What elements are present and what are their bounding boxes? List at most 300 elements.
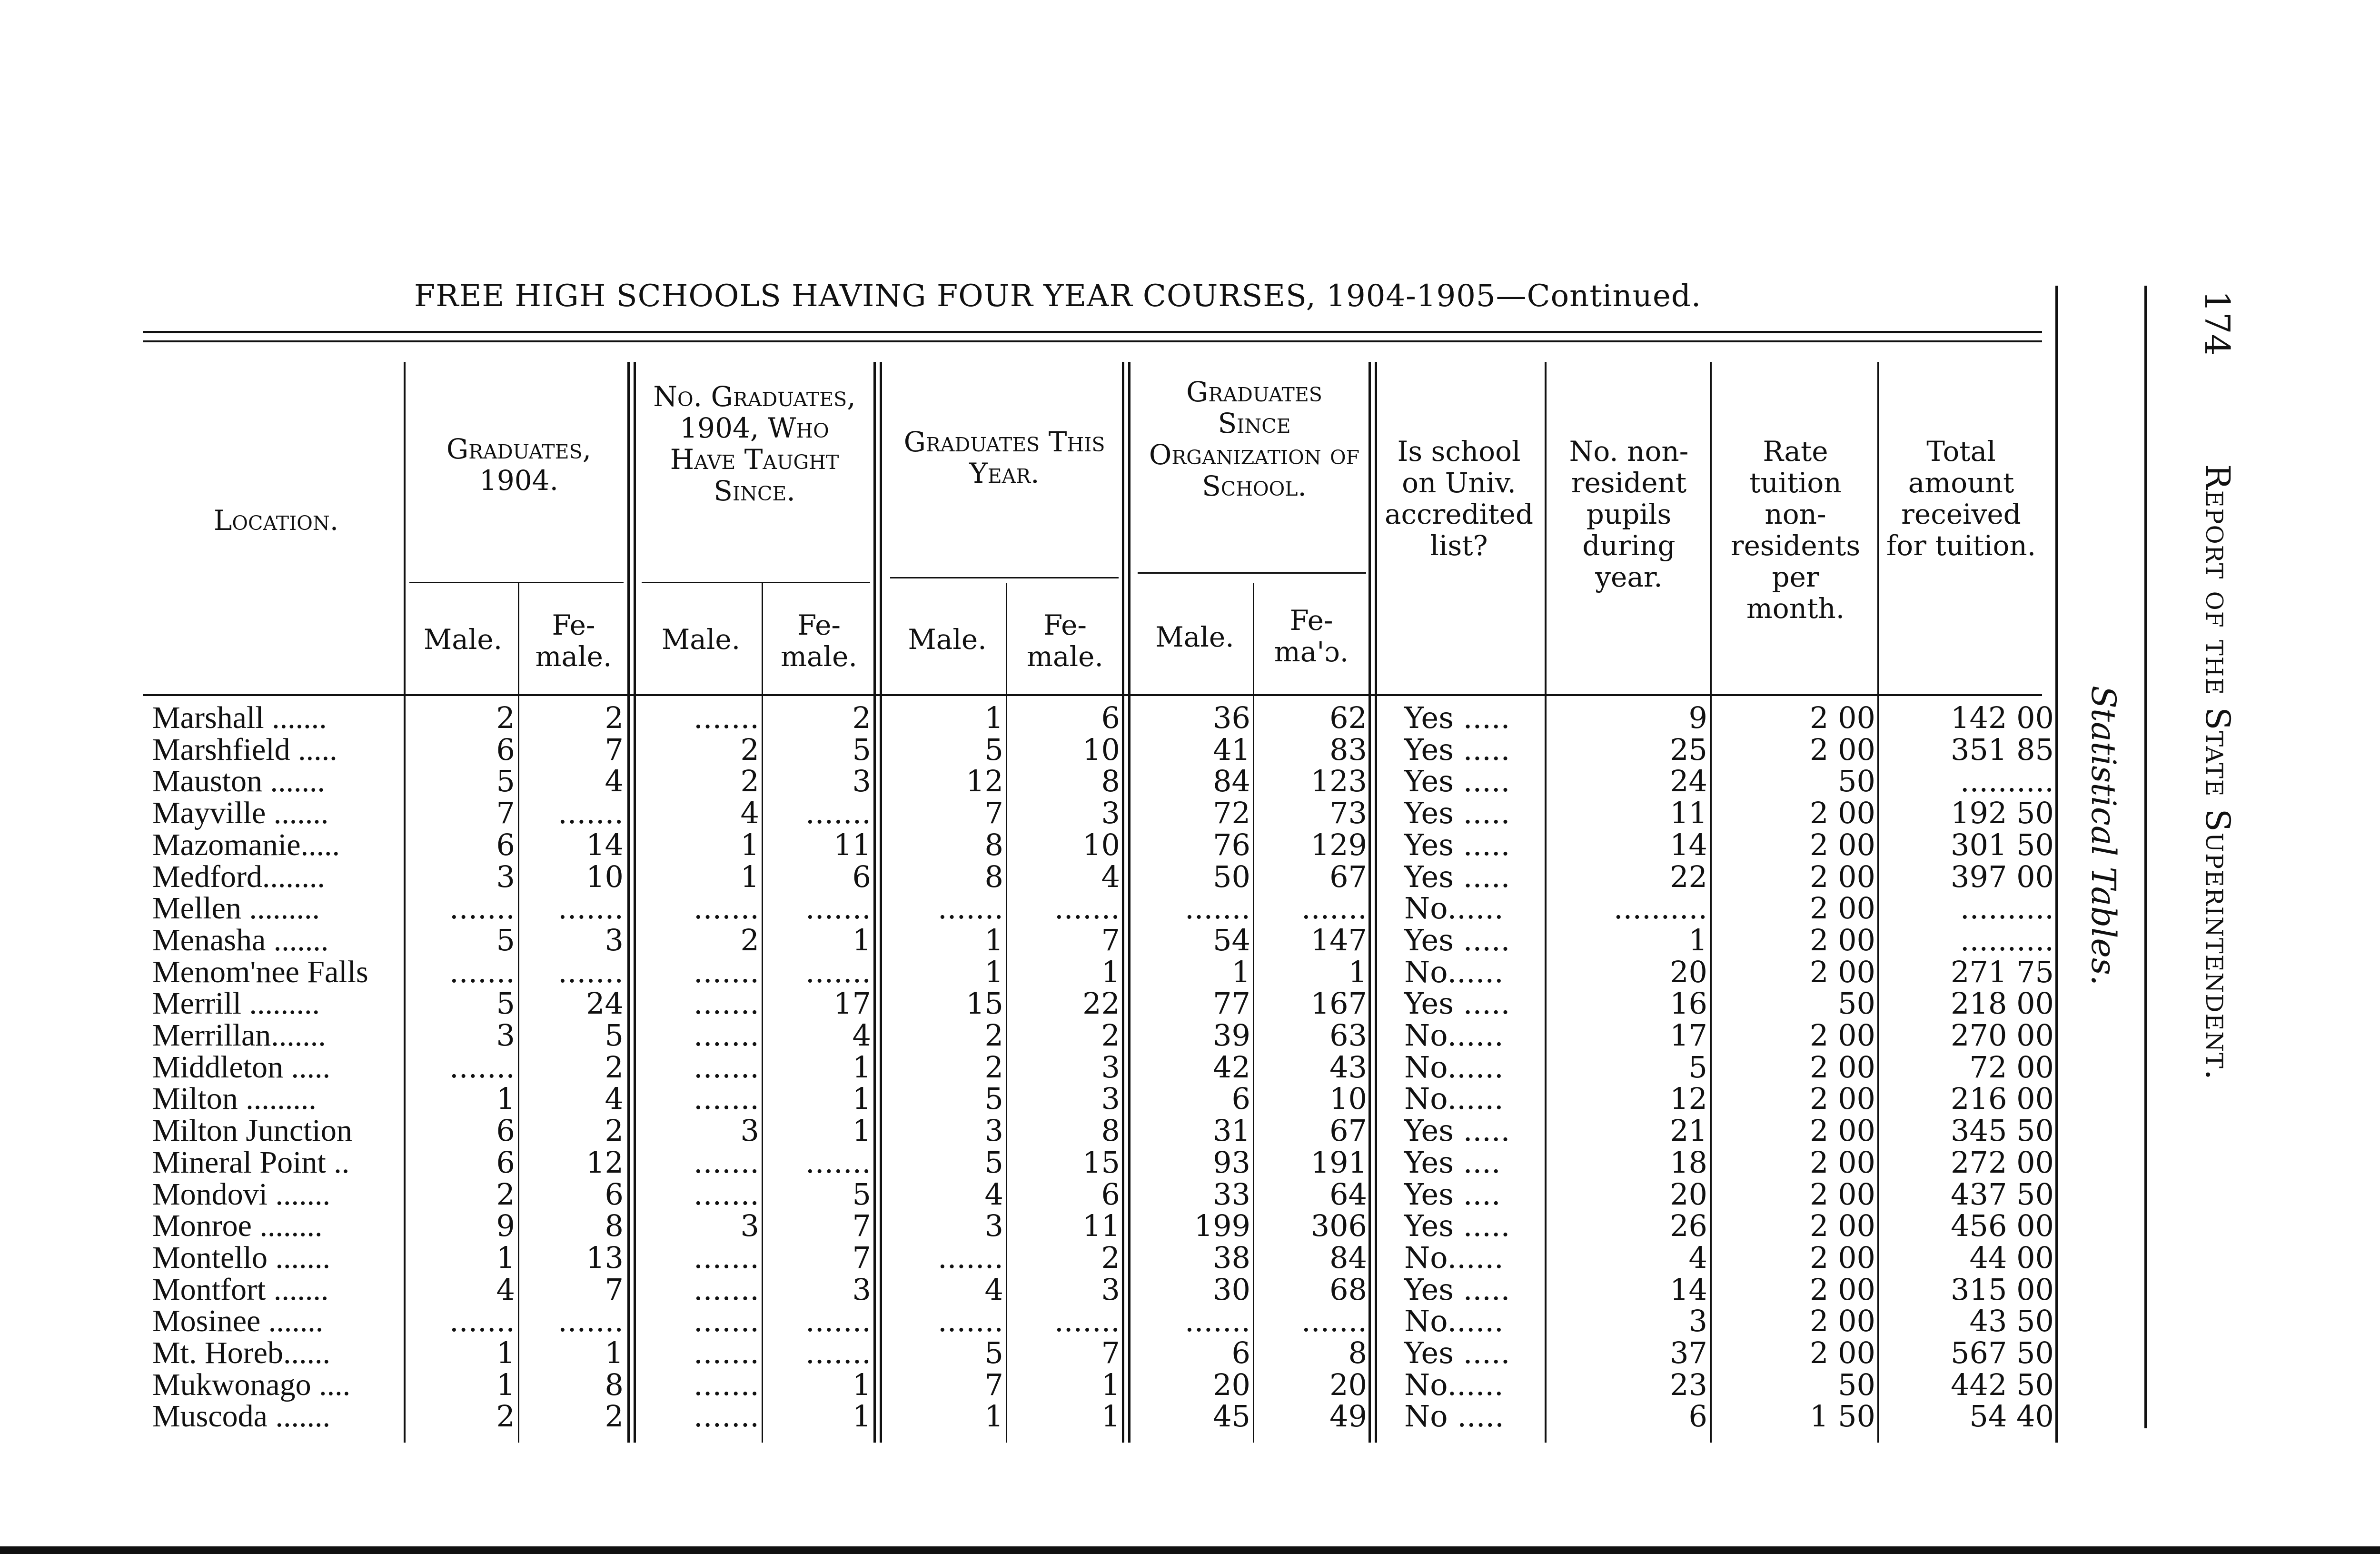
cell-loc: Menasha ....... [152, 922, 329, 957]
cell-gym: 1 [984, 922, 1003, 957]
cell-acc: No...... [1404, 1240, 1504, 1275]
top-rule-1 [143, 331, 2042, 333]
cell-tf: ....... [805, 1335, 871, 1370]
cell-g04m: 6 [496, 732, 515, 767]
cell-nr: 20 [1670, 954, 1707, 989]
cell-loc: Montfort ....... [152, 1272, 329, 1307]
cell-acc: Yes ..... [1404, 1272, 1510, 1307]
cell-acc: No...... [1404, 1367, 1504, 1402]
cell-rate: 50 [1838, 986, 1875, 1021]
cell-tf: 3 [852, 764, 871, 799]
cell-nr: 1 [1688, 922, 1707, 957]
cell-gym: 4 [984, 1272, 1003, 1307]
cell-g04f: ....... [558, 796, 624, 831]
cell-gsf: 64 [1329, 1176, 1367, 1212]
cell-g04m: 7 [496, 796, 515, 831]
cell-gsf: 123 [1310, 764, 1367, 799]
cell-tm: 3 [740, 1208, 759, 1244]
page-number: 174 [2197, 290, 2237, 356]
cell-g04m: ....... [449, 954, 515, 989]
bottom-page-rule [0, 1546, 2380, 1554]
cell-nr: 9 [1688, 700, 1707, 735]
cell-tm: ....... [694, 1272, 759, 1307]
cell-gym: 8 [984, 827, 1003, 862]
subhdr-rule-g04 [409, 582, 624, 583]
cell-gsm: 50 [1213, 859, 1250, 894]
cell-gym: ....... [938, 891, 1003, 926]
cell-gsm: 84 [1213, 764, 1250, 799]
cell-rate: 2 00 [1809, 1113, 1875, 1148]
cell-loc: Milton ......... [152, 1081, 317, 1116]
sep-nonres [1710, 362, 1712, 1443]
cell-gsf: 67 [1329, 1113, 1367, 1148]
sep-rate [1877, 362, 1879, 1443]
cell-nr: 18 [1670, 1145, 1707, 1180]
header-rule [143, 694, 2042, 696]
cell-rate: 2 00 [1809, 1272, 1875, 1307]
cell-acc: Yes ..... [1404, 796, 1510, 831]
cell-g04f: 7 [605, 1272, 624, 1307]
cell-gyf: 3 [1101, 1081, 1120, 1116]
cell-loc: Muscoda ....... [152, 1399, 330, 1434]
cell-g04f: 14 [586, 827, 624, 862]
cell-g04m: 2 [496, 700, 515, 735]
top-rule-2 [143, 340, 2042, 342]
cell-total: 345 50 [1951, 1113, 2054, 1148]
cell-gsf: 49 [1329, 1399, 1367, 1434]
cell-gsm: ....... [1185, 891, 1250, 926]
cell-gsf: 20 [1329, 1367, 1367, 1402]
cell-acc: Yes ..... [1404, 764, 1510, 799]
cell-g04f: ....... [558, 954, 624, 989]
subheader-g04-female: Fe-male. [535, 609, 612, 673]
cell-tm: 1 [740, 859, 759, 894]
cell-rate: 2 00 [1809, 1049, 1875, 1085]
subheader-gs-female: Fe-ma'ɔ. [1274, 604, 1349, 668]
cell-tm: ....... [694, 1018, 759, 1053]
cell-loc: Middleton ..... [152, 1049, 330, 1085]
cell-rate: 2 00 [1809, 700, 1875, 735]
cell-gyf: 3 [1101, 796, 1120, 831]
cell-total: .......... [1960, 891, 2054, 926]
cell-gsf: 73 [1329, 796, 1367, 831]
header-graduates-since-org: Graduates Since Organization of School. [1149, 376, 1360, 502]
cell-g04f: 4 [605, 764, 624, 799]
cell-gyf: 6 [1101, 1176, 1120, 1212]
cell-gyf: 1 [1101, 954, 1120, 989]
subhdr-rule-gy [890, 577, 1119, 578]
sep-accredited [1545, 362, 1547, 1443]
cell-gyf: 10 [1082, 732, 1120, 767]
header-rate: Rate tuition non-residents per month. [1730, 435, 1861, 625]
cell-g04f: 13 [586, 1240, 624, 1275]
cell-tm: 2 [740, 764, 759, 799]
header-graduates-taught: No. Graduates, 1904, Who Have Taught Since. [653, 380, 856, 507]
cell-gsf: ....... [1301, 1304, 1367, 1339]
cell-g04m: 1 [496, 1367, 515, 1402]
cell-gym: ....... [938, 1304, 1003, 1339]
cell-nr: 5 [1688, 1049, 1707, 1085]
cell-tf: 11 [833, 827, 871, 862]
sep-g04-mf [518, 583, 519, 1443]
cell-rate: 2 00 [1809, 891, 1875, 926]
cell-loc: Mukwonago .... [152, 1367, 351, 1402]
cell-loc: Mondovi ....... [152, 1176, 331, 1212]
cell-tm: 2 [740, 732, 759, 767]
header-graduates-1904: Graduates, 1904. [446, 433, 592, 497]
cell-gym: 1 [984, 1399, 1003, 1434]
cell-total: 192 50 [1951, 796, 2054, 831]
sep-sinceorg [1368, 362, 1377, 1443]
cell-gsm: 1 [1231, 954, 1250, 989]
cell-loc: Mt. Horeb...... [152, 1335, 330, 1370]
cell-acc: No...... [1404, 1081, 1504, 1116]
cell-gsm: 20 [1213, 1367, 1250, 1402]
cell-tf: 5 [852, 732, 871, 767]
cell-loc: Mayville ....... [152, 796, 329, 831]
cell-nr: 17 [1670, 1018, 1707, 1053]
cell-gym: 4 [984, 1176, 1003, 1212]
cell-tm: ....... [694, 986, 759, 1021]
cell-acc: Yes ..... [1404, 732, 1510, 767]
cell-rate: 50 [1838, 764, 1875, 799]
cell-gsf: 167 [1310, 986, 1367, 1021]
cell-gsm: 30 [1213, 1272, 1250, 1307]
cell-gym: 2 [984, 1018, 1003, 1053]
cell-tf: ....... [805, 1145, 871, 1180]
cell-nr: 4 [1688, 1240, 1707, 1275]
subhdr-rule-t [642, 582, 870, 583]
cell-g04f: 3 [605, 922, 624, 957]
cell-nr: 37 [1670, 1335, 1707, 1370]
cell-gym: 5 [984, 1145, 1003, 1180]
cell-tf: 2 [852, 700, 871, 735]
cell-g04f: 5 [605, 1018, 624, 1053]
cell-gyf: 8 [1101, 764, 1120, 799]
cell-acc: Yes .... [1404, 1145, 1501, 1180]
cell-rate: 2 00 [1809, 1304, 1875, 1339]
cell-total: 72 00 [1969, 1049, 2054, 1085]
cell-gsf: 1 [1348, 954, 1367, 989]
cell-loc: Merrillan....... [152, 1018, 326, 1053]
cell-g04f: 12 [586, 1145, 624, 1180]
cell-acc: Yes ..... [1404, 986, 1510, 1021]
cell-gyf: 11 [1082, 1208, 1120, 1244]
cell-gym: 2 [984, 1049, 1003, 1085]
cell-nr: 24 [1670, 764, 1707, 799]
cell-acc: No...... [1404, 954, 1504, 989]
sep-thisyear [1122, 362, 1130, 1443]
sep-gs-mf [1253, 583, 1254, 1443]
cell-tm: ....... [694, 954, 759, 989]
cell-g04m: ....... [449, 891, 515, 926]
cell-gsm: 42 [1213, 1049, 1250, 1085]
sep-taught [873, 362, 882, 1443]
cell-tf: ....... [805, 954, 871, 989]
cell-gyf: 22 [1082, 986, 1120, 1021]
cell-loc: Menom'nee Falls [152, 954, 368, 989]
cell-tm: ....... [694, 1049, 759, 1085]
cell-tf: 1 [852, 922, 871, 957]
cell-gym: 5 [984, 1081, 1003, 1116]
cell-nr: 12 [1670, 1081, 1707, 1116]
cell-total: 43 50 [1969, 1304, 2054, 1339]
cell-gym: 15 [966, 986, 1003, 1021]
cell-gsf: 62 [1329, 700, 1367, 735]
cell-tf: 4 [852, 1018, 871, 1053]
cell-rate: 2 00 [1809, 732, 1875, 767]
cell-tf: ....... [805, 891, 871, 926]
cell-acc: No...... [1404, 891, 1504, 926]
cell-g04f: 4 [605, 1081, 624, 1116]
cell-total: 272 00 [1951, 1145, 2054, 1180]
cell-tf: 6 [852, 859, 871, 894]
cell-nr: 14 [1670, 827, 1707, 862]
cell-g04f: 8 [605, 1367, 624, 1402]
cell-tf: 7 [852, 1208, 871, 1244]
cell-acc: Yes ..... [1404, 1113, 1510, 1148]
cell-tf: ....... [805, 1304, 871, 1339]
sep-grad04 [627, 362, 636, 1443]
cell-gsf: 129 [1310, 827, 1367, 862]
cell-g04f: 2 [605, 700, 624, 735]
cell-g04m: 3 [496, 1018, 515, 1053]
cell-tf: ....... [805, 796, 871, 831]
cell-gym: 5 [984, 1335, 1003, 1370]
cell-rate: 2 00 [1809, 859, 1875, 894]
cell-acc: Yes ..... [1404, 922, 1510, 957]
cell-g04m: 5 [496, 986, 515, 1021]
cell-tm: ....... [694, 891, 759, 926]
cell-g04m: 6 [496, 1113, 515, 1148]
cell-total: 567 50 [1951, 1335, 2054, 1370]
subhdr-rule-gs [1138, 572, 1366, 574]
cell-total: 216 00 [1951, 1081, 2054, 1116]
cell-gsm: 76 [1213, 827, 1250, 862]
cell-loc: Mazomanie..... [152, 827, 340, 862]
cell-total: 301 50 [1951, 827, 2054, 862]
cell-total: 271 75 [1951, 954, 2054, 989]
cell-gyf: ....... [1054, 1304, 1120, 1339]
cell-acc: Yes ..... [1404, 1335, 1510, 1370]
cell-tm: 2 [740, 922, 759, 957]
cell-gym: 7 [984, 796, 1003, 831]
cell-g04f: 2 [605, 1399, 624, 1434]
cell-g04m: 6 [496, 1145, 515, 1180]
cell-g04f: 2 [605, 1049, 624, 1085]
cell-tm: ....... [694, 700, 759, 735]
cell-gym: 1 [984, 954, 1003, 989]
cell-gsf: 67 [1329, 859, 1367, 894]
cell-gsm: 6 [1231, 1081, 1250, 1116]
cell-nr: 6 [1688, 1399, 1707, 1434]
cell-total: 351 85 [1951, 732, 2054, 767]
cell-loc: Mellen ......... [152, 891, 320, 926]
cell-gyf: 2 [1101, 1018, 1120, 1053]
cell-loc: Milton Junction [152, 1113, 352, 1148]
cell-rate: 50 [1838, 1367, 1875, 1402]
cell-total: 54 40 [1969, 1399, 2054, 1434]
subheader-g04-male: Male. [423, 623, 503, 656]
cell-rate: 1 50 [1809, 1399, 1875, 1434]
cell-tm: 3 [740, 1113, 759, 1148]
cell-nr: 11 [1670, 796, 1707, 831]
cell-rate: 2 00 [1809, 1208, 1875, 1244]
right-border-rule [2055, 286, 2058, 1443]
cell-g04m: 3 [496, 859, 515, 894]
cell-total: 442 50 [1951, 1367, 2054, 1402]
cell-loc: Marshfield ..... [152, 732, 337, 767]
cell-rate: 2 00 [1809, 922, 1875, 957]
cell-g04m: 1 [496, 1335, 515, 1370]
cell-loc: Merrill ......... [152, 986, 320, 1021]
cell-g04f: 10 [586, 859, 624, 894]
cell-gsm: 39 [1213, 1018, 1250, 1053]
cell-tm: 1 [740, 827, 759, 862]
table-title: FREE HIGH SCHOOLS HAVING FOUR YEAR COURSES, 1904-1905—Continued. [414, 279, 1702, 314]
cell-gyf: ....... [1054, 891, 1120, 926]
cell-total: 397 00 [1951, 859, 2054, 894]
cell-gyf: 7 [1101, 1335, 1120, 1370]
cell-acc: No...... [1404, 1049, 1504, 1085]
header-graduates-this-year: Graduates This Year. [903, 426, 1105, 489]
side-label: Statistical Tables. [2084, 686, 2123, 986]
cell-total: 456 00 [1951, 1208, 2054, 1244]
header-location: Location. [213, 504, 339, 537]
cell-loc: Mauston ....... [152, 764, 325, 799]
cell-gsm: 45 [1213, 1399, 1250, 1434]
cell-gsf: 63 [1329, 1018, 1367, 1053]
cell-rate: 2 00 [1809, 1335, 1875, 1370]
cell-acc: Yes .... [1404, 1176, 1501, 1212]
cell-gym: ....... [938, 1240, 1003, 1275]
cell-tf: 1 [852, 1399, 871, 1434]
cell-loc: Mineral Point .. [152, 1145, 350, 1180]
cell-total: 218 00 [1951, 986, 2054, 1021]
cell-nr: 20 [1670, 1176, 1707, 1212]
cell-nr: 16 [1670, 986, 1707, 1021]
subheader-t-female: Fe-male. [781, 609, 857, 673]
cell-g04f: 24 [586, 986, 624, 1021]
cell-gsf: 83 [1329, 732, 1367, 767]
cell-rate: 2 00 [1809, 1145, 1875, 1180]
cell-rate: 2 00 [1809, 1176, 1875, 1212]
cell-g04f: 6 [605, 1176, 624, 1212]
cell-nr: 26 [1670, 1208, 1707, 1244]
cell-acc: Yes ..... [1404, 859, 1510, 894]
cell-gym: 3 [984, 1113, 1003, 1148]
cell-acc: Yes ..... [1404, 1208, 1510, 1244]
cell-rate: 2 00 [1809, 827, 1875, 862]
cell-g04m: 5 [496, 922, 515, 957]
cell-nr: 3 [1688, 1304, 1707, 1339]
cell-total: .......... [1960, 764, 2054, 799]
cell-rate: 2 00 [1809, 796, 1875, 831]
cell-gyf: 4 [1101, 859, 1120, 894]
cell-gym: 7 [984, 1367, 1003, 1402]
cell-rate: 2 00 [1809, 1018, 1875, 1053]
cell-rate: 2 00 [1809, 1081, 1875, 1116]
cell-gsm: 93 [1213, 1145, 1250, 1180]
cell-gsf: 191 [1310, 1145, 1367, 1180]
cell-rate: 2 00 [1809, 1240, 1875, 1275]
cell-tf: 1 [852, 1367, 871, 1402]
header-nonresident: No. non-resident pupils during year. [1569, 435, 1689, 593]
header-total: Total amount received for tuition. [1886, 435, 2036, 562]
cell-gsm: 33 [1213, 1176, 1250, 1212]
cell-tm: ....... [694, 1081, 759, 1116]
cell-g04f: 1 [605, 1335, 624, 1370]
cell-total: 315 00 [1951, 1272, 2054, 1307]
cell-g04m: 1 [496, 1081, 515, 1116]
cell-nr: 14 [1670, 1272, 1707, 1307]
header-accredited: Is school on Univ. accredited list? [1384, 435, 1534, 562]
cell-rate: 2 00 [1809, 954, 1875, 989]
cell-gyf: 2 [1101, 1240, 1120, 1275]
cell-gsf: 147 [1310, 922, 1367, 957]
cell-nr: 23 [1670, 1367, 1707, 1402]
cell-g04m: ....... [449, 1049, 515, 1085]
cell-tf: 1 [852, 1049, 871, 1085]
cell-gsf: 84 [1329, 1240, 1367, 1275]
cell-gyf: 3 [1101, 1049, 1120, 1085]
cell-nr: 25 [1670, 732, 1707, 767]
subheader-gy-female: Fe-male. [1027, 609, 1103, 673]
running-head-rule [2144, 286, 2147, 1428]
cell-tm: ....... [694, 1335, 759, 1370]
cell-g04m: ....... [449, 1304, 515, 1339]
cell-nr: .......... [1613, 891, 1707, 926]
cell-gyf: 3 [1101, 1272, 1120, 1307]
cell-tm: ....... [694, 1176, 759, 1212]
cell-g04m: 6 [496, 827, 515, 862]
cell-gsm: 36 [1213, 700, 1250, 735]
cell-tf: 1 [852, 1113, 871, 1148]
subheader-gy-male: Male. [908, 623, 987, 656]
subheader-gs-male: Male. [1155, 621, 1234, 653]
cell-total: 44 00 [1969, 1240, 2054, 1275]
cell-tm: ....... [694, 1399, 759, 1434]
cell-gyf: 7 [1101, 922, 1120, 957]
cell-gsm: ....... [1185, 1304, 1250, 1339]
cell-g04f: 7 [605, 732, 624, 767]
cell-g04m: 1 [496, 1240, 515, 1275]
sep-gy-mf [1006, 583, 1007, 1443]
cell-tf: 5 [852, 1176, 871, 1212]
cell-gsm: 41 [1213, 732, 1250, 767]
subheader-t-male: Male. [661, 623, 741, 656]
cell-gsf: 10 [1329, 1081, 1367, 1116]
cell-gsm: 77 [1213, 986, 1250, 1021]
cell-g04m: 9 [496, 1208, 515, 1244]
cell-g04m: 4 [496, 1272, 515, 1307]
cell-g04f: ....... [558, 1304, 624, 1339]
cell-total: 437 50 [1951, 1176, 2054, 1212]
cell-tm: ....... [694, 1367, 759, 1402]
cell-tf: 1 [852, 1081, 871, 1116]
sep-t-mf [762, 583, 763, 1443]
cell-g04f: 8 [605, 1208, 624, 1244]
cell-total: .......... [1960, 922, 2054, 957]
cell-loc: Montello ....... [152, 1240, 330, 1275]
cell-gsm: 54 [1213, 922, 1250, 957]
cell-tf: 17 [833, 986, 871, 1021]
cell-nr: 22 [1670, 859, 1707, 894]
cell-tf: 7 [852, 1240, 871, 1275]
cell-gyf: 1 [1101, 1367, 1120, 1402]
cell-tm: ....... [694, 1304, 759, 1339]
cell-g04f: 2 [605, 1113, 624, 1148]
